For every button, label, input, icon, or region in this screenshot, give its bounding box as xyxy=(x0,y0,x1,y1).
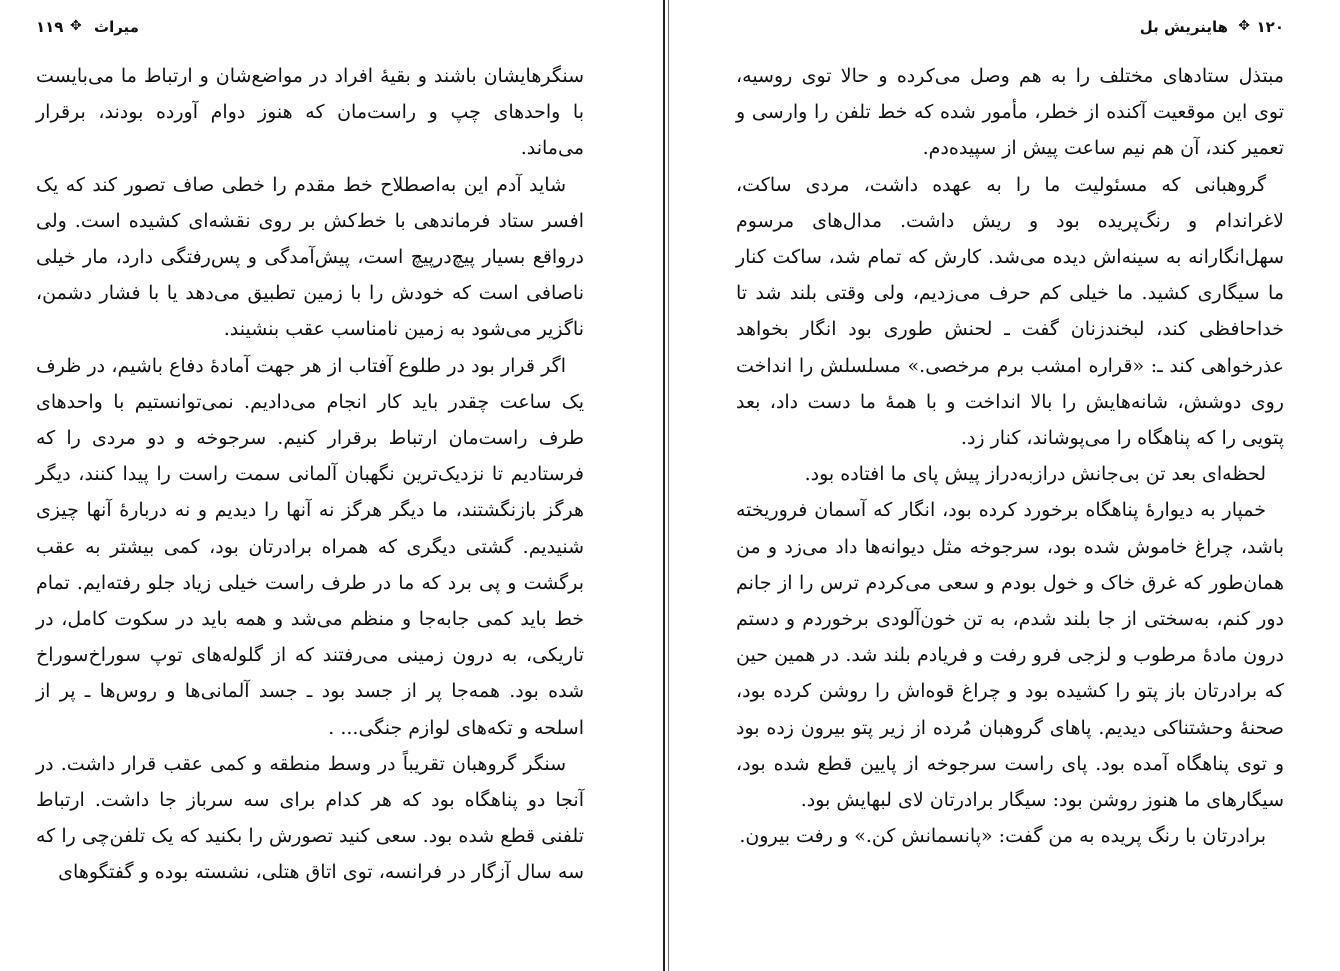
paragraph: سنگرهایشان باشند و بقیهٔ افراد در مواضع‌شان و ارتباط ما می‌بایست با واحدهای چپ و راست‌مان که هنوز دوام آورده بودند، برقرار می‌ماند. xyxy=(36,65,584,160)
paragraph: مبتذل ستادهای مختلف را به هم وصل می‌کرده و حالا توی روسیه، توی این موقعیت آکنده از خطر، مأمور شده که خط تلفن را وارسی و تعمیر کند، آن هم نیم ساعت پیش از سپیده‌دم. xyxy=(736,65,1284,160)
left-page xyxy=(36,0,584,971)
page-gutter-shadow xyxy=(668,0,669,971)
running-title: میراث xyxy=(94,18,139,36)
paragraph: لحظه‌ای بعد تن بی‌جانش درازبه‌دراز پیش پای ما افتاده بود. xyxy=(804,463,1266,486)
page-gutter-divider xyxy=(663,0,665,971)
left-page-body xyxy=(36,58,584,891)
paragraph: برادرتان با رنگ پریده به من گفت: «پانسمانش کن.» و رفت بیرون. xyxy=(739,825,1266,848)
right-page-body xyxy=(736,58,1284,854)
left-page-header xyxy=(36,18,584,44)
ornament-icon: ✥ xyxy=(70,18,82,34)
paragraph: سنگر گروهبان تقریباً در وسط منطقه و کمی عقب قرار داشت. در آنجا دو پناهگاه بود که هر کدام برای سه سرباز جا داشت. ارتباط تلفنی قطع شده بود. سعی کنید تصورش را بکنید که یک تلفن‌چی را که سه سال آزگار در فرانسه، توی اتاق هتلی، نشسته بوده و گفتگوهای xyxy=(36,752,584,884)
page-number: ۱۱۹ xyxy=(36,18,64,36)
right-page xyxy=(736,0,1284,971)
running-title: هاینریش بل xyxy=(1139,18,1228,36)
paragraph: شاید آدم این به‌اصطلاح خط مقدم را خطی صاف تصور کند که یک افسر ستاد فرماندهی با خط‌کش بر روی نقشه‌ای کشیده است. ولی درواقع بسیار پیچ‌درپیچ است، پیش‌آمدگی و پس‌رفتگی دارد، مار خیلی ناصافی است که خودش را با زمین تطبیق می‌دهد یا با فشار دشمن، ناگزیر می‌شود به زمین نامناسب عقب بنشیند. xyxy=(36,173,584,341)
paragraph: خمپار به دیوارهٔ پناهگاه برخورد کرده بود، انگار که آسمان فروریخته باشد، چراغ خاموش شده بود، سرجوخه مثل دیوانه‌ها داد می‌زد و من همان‌طور که غرق خاک و خول بودم و سعی می‌کردم ترس را از جانم دور کنم، به‌سختی از جا بلند شدم، به تن خون‌آلودی برخوردم و دستم درون مادهٔ مرطوب و لزجی فرو رفت و فریادم بلند شد. در همین حین که برادرتان باز پتو را کشیده بود و چراغ قوه‌اش را روشن کرده بود، صحنهٔ وحشتناکی دیدیم. پاهای گروهبان مُرده از زیر پتو بیرون زده بود و توی پناهگاه آمده بود. پای راست سرجوخه از پایین قطع شده بود، سیگارهای ما هنوز روشن بود: سیگار برادرتان لای لبهایش بود. xyxy=(736,499,1284,812)
page-number: ۱۲۰ xyxy=(1256,18,1284,36)
paragraph: اگر قرار بود در طلوع آفتاب از هر جهت آمادهٔ دفاع باشیم، در ظرف یک ساعت چقدر باید کار انجام می‌دادیم. نمی‌توانستیم با واحدهای طرف راست‌مان ارتباط برقرار کنیم. سرجوخه و دو مردی را که فرستادیم تا نزدیک‌ترین نگهبان آلمانی سمت راست را پیدا کنند، دیگر هرگز بازنگشتند، ما دیگر هرگز نه آنها را دیدیم و نه دربارهٔ آنها چیزی شنیدیم. گشتی دیگری که همراه برادرتان بود، کمی بیشتر به عقب برگشت و پی برد که ما در طرف راست خیلی زیاد جلو رفته‌ایم. تمام خط باید کمی جابه‌جا و منظم می‌شد و همه باید در سکوت کامل، در تاریکی، به درون زمینی می‌رفتند که از گلوله‌های توپ سوراخ‌سوراخ شده بود. همه‌جا پر از جسد بود ـ جسد آلمانی‌ها و روس‌ها ـ پر از اسلحه و تکه‌های لوازم جنگی... . xyxy=(36,354,584,739)
ornament-icon: ✥ xyxy=(1238,18,1250,34)
paragraph: گروهبانی که مسئولیت ما را به عهده داشت، مردی ساکت، لاغراندام و رنگ‌پریده بود و ریش داشت. مدال‌های مرسوم سهل‌انگارانه به سینه‌اش دیده می‌شد. کارش که تمام شد، ساکت کنار ما سیگاری کشید. ما خیلی کم حرف می‌زدیم، ولی وقتی بلند شد تا خداحافظی کند، لبخندزنان گفت ـ لحنش طوری بود انگار بخواهد عذرخواهی کند ـ: «قراره امشب برم مرخصی.» مسلسلش را انداخت روی دوشش، شانه‌هایش را بالا انداخت و با همهٔ ما دست داد، بعد پتویی را که پناهگاه را می‌پوشاند، کنار زد. xyxy=(736,173,1285,450)
right-page-header xyxy=(736,18,1284,44)
